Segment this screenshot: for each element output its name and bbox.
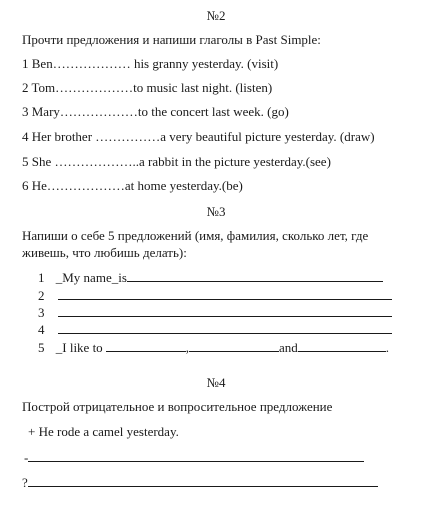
question-mark: ? [22, 475, 28, 490]
question-line[interactable] [22, 475, 378, 491]
exercise-item-3: 3 Mary………………to the concert last week. (go) [22, 104, 289, 119]
exercise-item-5: 5 She ………………..a rabbit in the picture yesterday.(see) [22, 154, 331, 169]
answer-blank[interactable] [106, 340, 186, 352]
line-number: 4 [38, 322, 45, 337]
section3-instruction-line1: Напиши о себе 5 предложений (имя, фамилия, сколько лет, где [22, 228, 369, 243]
answer-blank[interactable] [127, 270, 383, 282]
section4-instruction: Построй отрицательное и вопросительное предложение [22, 399, 333, 414]
exercise-item-1: 1 Ben……………… his granny yesterday. (visit) [22, 56, 279, 71]
line-prefix: _My name_is [55, 270, 127, 285]
section2-instruction: Прочти предложения и напиши глаголы в Past Simple: [22, 32, 321, 47]
writing-line-3[interactable] [38, 305, 392, 321]
writing-line-4[interactable] [38, 322, 392, 338]
section4-heading: №4 [206, 375, 226, 390]
exercise-item-4: 4 Her brother ……………a very beautiful picture yesterday. (draw) [22, 129, 375, 144]
minus-sign: - [24, 450, 29, 465]
answer-blank[interactable] [58, 322, 392, 334]
example-sentence: + He rode a camel yesterday. [28, 424, 179, 439]
negative-line[interactable] [24, 450, 364, 466]
answer-blank[interactable] [189, 340, 279, 352]
section3-heading: №3 [206, 204, 226, 219]
answer-blank[interactable] [58, 288, 392, 300]
exercise-item-2: 2 Tom………………to music last night. (listen) [22, 80, 273, 95]
answer-blank[interactable] [28, 450, 364, 462]
line-prefix: _I like to [55, 340, 103, 355]
and-text: and [278, 340, 298, 355]
line-number: 2 [38, 288, 45, 303]
writing-line-5[interactable] [38, 340, 389, 356]
section2-heading: №2 [206, 8, 226, 23]
answer-blank[interactable] [58, 305, 392, 317]
line-number: 5 [38, 340, 45, 355]
period-text: . [385, 340, 389, 355]
comma-text: , [185, 340, 189, 355]
line-number: 3 [38, 305, 45, 320]
exercise-item-6: 6 He………………at home yesterday.(be) [22, 178, 243, 193]
writing-line-1[interactable] [38, 270, 383, 286]
answer-blank[interactable] [298, 340, 386, 352]
writing-line-2[interactable] [38, 288, 392, 304]
line-number: 1 [38, 270, 45, 285]
section3-instruction-line2: живешь, что любишь делать): [22, 245, 187, 260]
answer-blank[interactable] [28, 475, 378, 487]
